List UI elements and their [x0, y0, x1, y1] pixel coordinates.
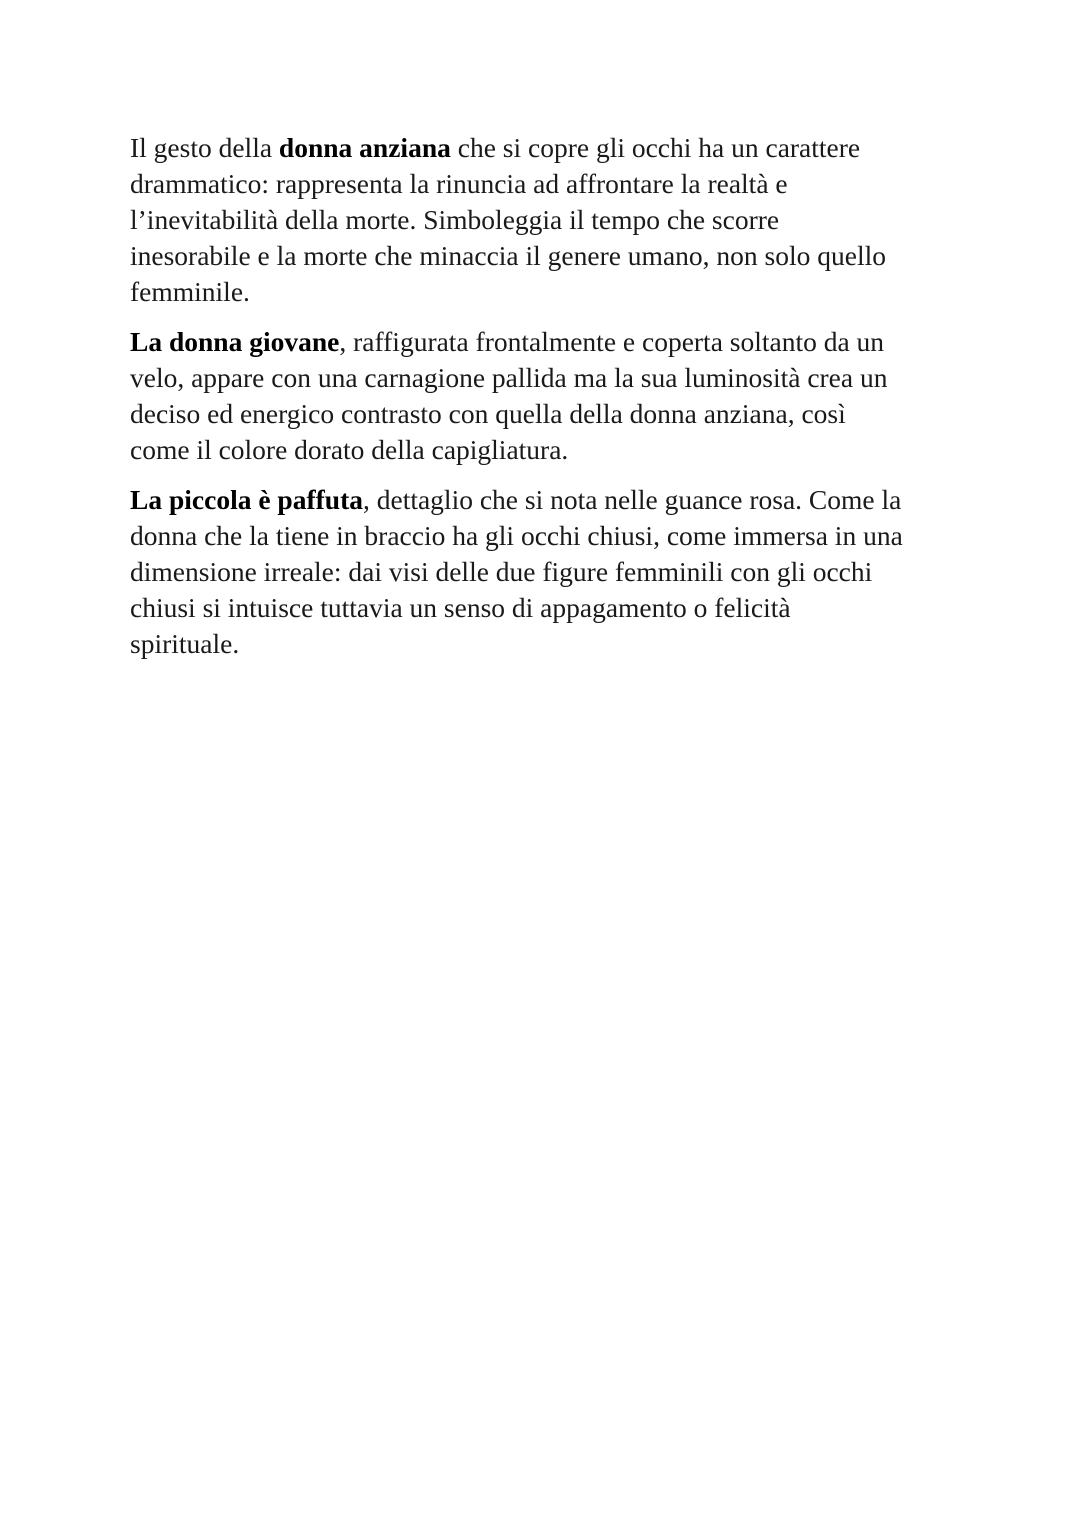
document-body [130, 130, 960, 676]
text-line [130, 518, 960, 554]
bold-term-donna-anziana: donna anziana [278, 132, 451, 163]
text-line [130, 324, 960, 360]
text-run: che si copre gli occhi ha un carattere [450, 132, 861, 163]
bold-term-donna-giovane: La donna giovane [130, 326, 340, 357]
text-line [130, 360, 960, 396]
text-line [130, 130, 960, 166]
text-run: come il colore dorato della capigliatura. [130, 434, 569, 465]
text-line [130, 202, 960, 238]
text-run: l’inevitabilità della morte. Simboleggia il tempo che scorre [130, 204, 780, 235]
paragraph-piccola [130, 482, 960, 662]
text-run: velo, appare con una carnagione pallida ma la sua luminosità crea un [130, 362, 888, 393]
text-line [130, 396, 960, 432]
text-run: chiusi si intuisce tuttavia un senso di appagamento o felicità [130, 592, 791, 623]
text-run: , dettaglio che si nota nelle guance rosa. Come la [362, 484, 902, 515]
text-run: drammatico: rappresenta la rinuncia ad affrontare la realtà e [130, 168, 788, 199]
text-run: inesorabile e la morte che minaccia il genere umano, non solo quello [130, 240, 886, 271]
text-run: Il gesto della [130, 132, 279, 163]
text-line [130, 482, 960, 518]
text-line [130, 166, 960, 202]
paragraph-donna-giovane [130, 324, 960, 468]
text-run: femminile. [130, 276, 250, 307]
text-run: deciso ed energico contrasto con quella della donna anziana, così [130, 398, 846, 429]
text-line [130, 554, 960, 590]
text-run: donna che la tiene in braccio ha gli occhi chiusi, come immersa in una [130, 520, 903, 551]
text-line [130, 590, 960, 626]
text-run: dimensione irreale: dai visi delle due figure femminili con gli occhi [130, 556, 873, 587]
paragraph-donna-anziana [130, 130, 960, 310]
bold-term-piccola-paffuta: La piccola è paffuta [130, 484, 363, 515]
text-line [130, 238, 960, 274]
text-line [130, 432, 960, 468]
text-line [130, 626, 960, 662]
text-run: , raffigurata frontalmente e coperta soltanto da un [339, 326, 885, 357]
text-run: spirituale. [130, 628, 240, 659]
text-line [130, 274, 960, 310]
